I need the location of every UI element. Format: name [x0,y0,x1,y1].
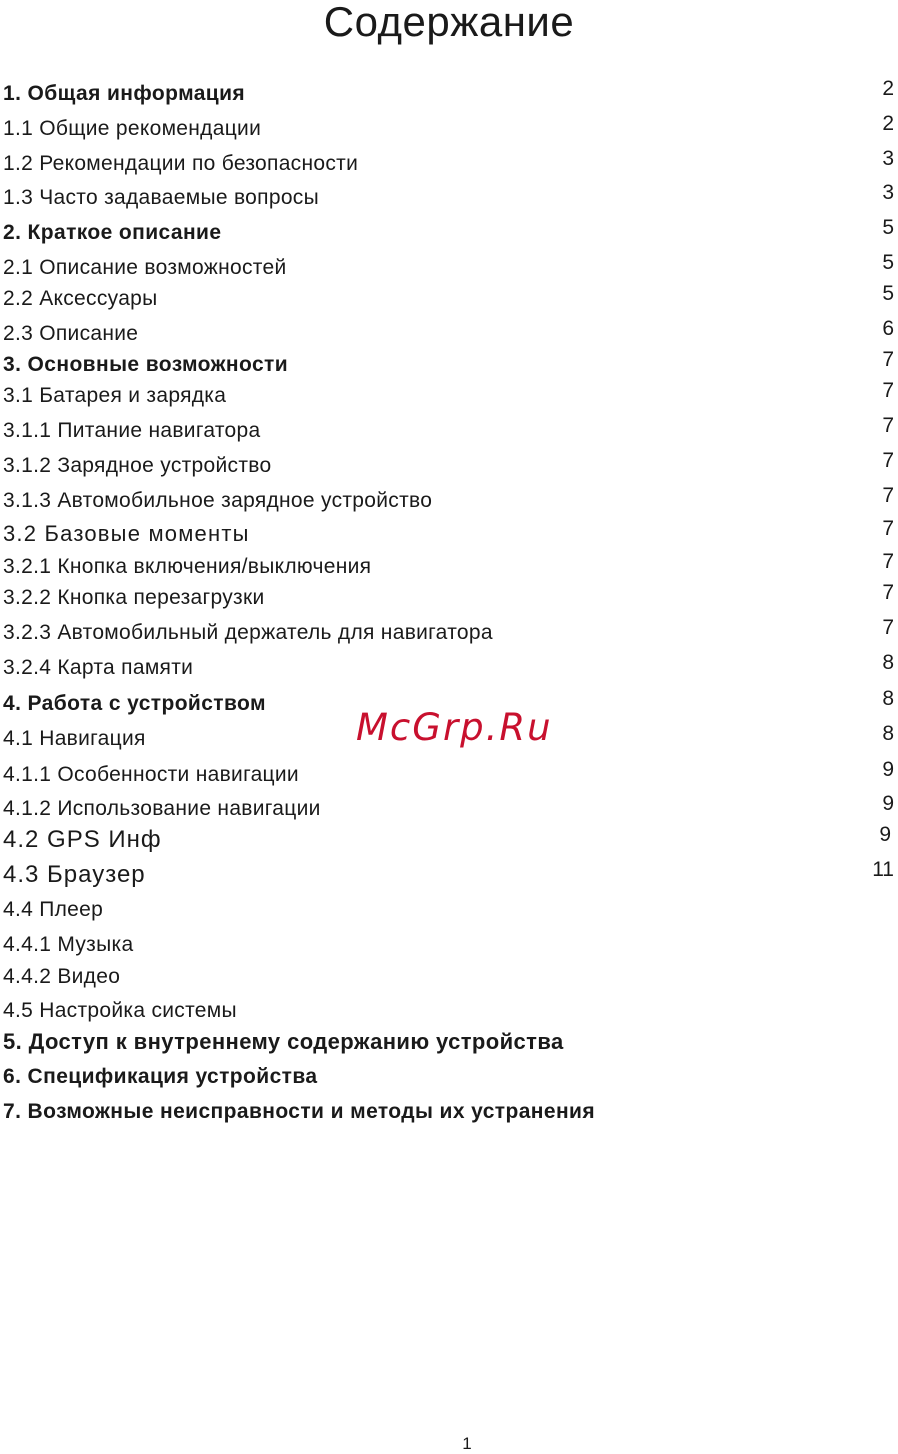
toc-entry-label: 3.2.4 Карта памяти [3,656,194,679]
toc-entry-label: 4.4.1 Музыка [3,933,134,956]
toc-entry-3-2[interactable] [0,517,898,551]
toc-entry-page: 7 [882,348,894,371]
toc-entry-label: 1.1 Общие рекомендации [3,117,262,140]
toc-entry-4-1-2[interactable] [0,792,898,826]
toc-entry-2[interactable] [0,216,898,250]
toc-entry-page: 5 [882,216,894,239]
toc-entry-2-2[interactable] [0,282,898,316]
toc-entry-page: 6 [882,317,894,340]
toc-entry-3-2-3[interactable] [0,616,898,650]
toc-entry-4-2[interactable] [0,823,898,857]
toc-entry-3-1[interactable] [0,379,898,413]
toc-entry-label: 2. Краткое описание [3,221,222,244]
watermark-text: McGrp.Ru [356,706,553,749]
toc-entry-label: 4.5 Настройка системы [3,999,237,1022]
toc-entry-6[interactable] [0,1064,898,1094]
toc-entry-page: 7 [882,581,894,604]
toc-entry-label: 2.3 Описание [3,322,139,345]
toc-entry-label: 4.4.2 Видео [3,965,121,988]
toc-entry-page: 7 [882,379,894,402]
toc-entry-page: 7 [882,484,894,507]
toc-entry-4-5[interactable] [0,998,898,1028]
toc-entry-page: 3 [882,181,894,204]
toc-entry-page: 9 [879,823,891,846]
toc-entry-label: 2.1 Описание возможностей [3,256,287,279]
toc-entry-3-1-1[interactable] [0,414,898,448]
toc-entry-4-1-1[interactable] [0,758,898,792]
page-number: 1 [462,1434,472,1453]
toc-entry-page: 2 [882,77,894,100]
toc-entry-1-3[interactable] [0,181,898,215]
toc-entry-3-2-1[interactable] [0,550,898,584]
toc-entry-page: 3 [882,147,894,170]
toc-entry-label: 3.1.2 Зарядное устройство [3,454,272,477]
toc-entry-label: 4.4 Плеер [3,898,104,921]
toc-entry-page: 8 [882,722,894,745]
toc-entry-3-1-2[interactable] [0,449,898,483]
toc-entry-4-4[interactable] [0,897,898,927]
toc-entry-page: 5 [882,251,894,274]
toc-entry-5[interactable] [0,1029,898,1059]
toc-entry-page: 8 [882,687,894,710]
toc-entry-4-4-1[interactable] [0,932,898,962]
toc-entry-label: 4.1.1 Особенности навигации [3,763,299,786]
toc-entry-label: 6. Спецификация устройства [3,1065,318,1088]
toc-entry-label: 3.1 Батарея и зарядка [3,384,227,407]
toc-entry-page: 9 [882,758,894,781]
toc-entry-label: 1. Общая информация [3,82,246,105]
toc-entry-label: 3.2 Базовые моменты [3,521,250,546]
toc-entry-page: 9 [882,792,894,815]
page-title: Содержание [323,0,575,45]
toc-entry-page: 7 [882,414,894,437]
toc-entry-label: 3.2.3 Автомобильный держатель для навигатора [3,621,493,644]
toc-entry-label: 2.2 Аксессуары [3,287,158,310]
toc-entry-2-1[interactable] [0,251,898,285]
toc-entry-label: 1.2 Рекомендации по безопасности [3,152,359,175]
toc-entry-page: 11 [872,858,894,881]
toc-entry-page: 7 [882,449,894,472]
toc-entry-page: 2 [882,112,894,135]
toc-entry-page: 8 [882,651,894,674]
toc-entry-page: 7 [882,517,894,540]
toc-entry-label: 7. Возможные неисправности и методы их устранения [3,1100,596,1123]
toc-entry-label: 3.1.1 Питание навигатора [3,419,261,442]
toc-entry-1-2[interactable] [0,147,898,181]
toc-entry-label: 4.1.2 Использование навигации [3,797,321,820]
toc-entry-label: 4.2 GPS Инф [3,826,162,853]
toc-entry-4-3[interactable] [0,858,898,892]
toc-entry-page: 7 [882,550,894,573]
toc-entry-label: 1.3 Часто задаваемые вопросы [3,186,319,209]
toc-entry-7[interactable] [0,1099,898,1129]
toc-entry-label: 3.2.1 Кнопка включения/выключения [3,555,372,578]
toc-entry-3-2-2[interactable] [0,581,898,615]
toc-entry-3[interactable] [0,348,898,382]
toc-entry-label: 3.1.3 Автомобильное зарядное устройство [3,489,433,512]
toc-entry-label: 4.3 Браузер [3,861,146,888]
toc-entry-page: 7 [882,616,894,639]
toc-entry-label: 5. Доступ к внутреннему содержанию устройства [3,1029,564,1054]
toc-entry-1[interactable] [0,77,898,111]
toc-entry-4-4-2[interactable] [0,964,898,994]
toc-entry-label: 4.1 Навигация [3,727,146,750]
toc-entry-2-3[interactable] [0,317,898,351]
toc-entry-label: 3. Основные возможности [3,353,289,376]
toc-entry-page: 5 [882,282,894,305]
toc-entry-label: 3.2.2 Кнопка перезагрузки [3,586,265,609]
toc-entry-3-2-4[interactable] [0,651,898,685]
toc-entry-label: 4. Работа с устройством [3,692,266,715]
toc-entry-3-1-3[interactable] [0,484,898,518]
toc-entry-1-1[interactable] [0,112,898,146]
